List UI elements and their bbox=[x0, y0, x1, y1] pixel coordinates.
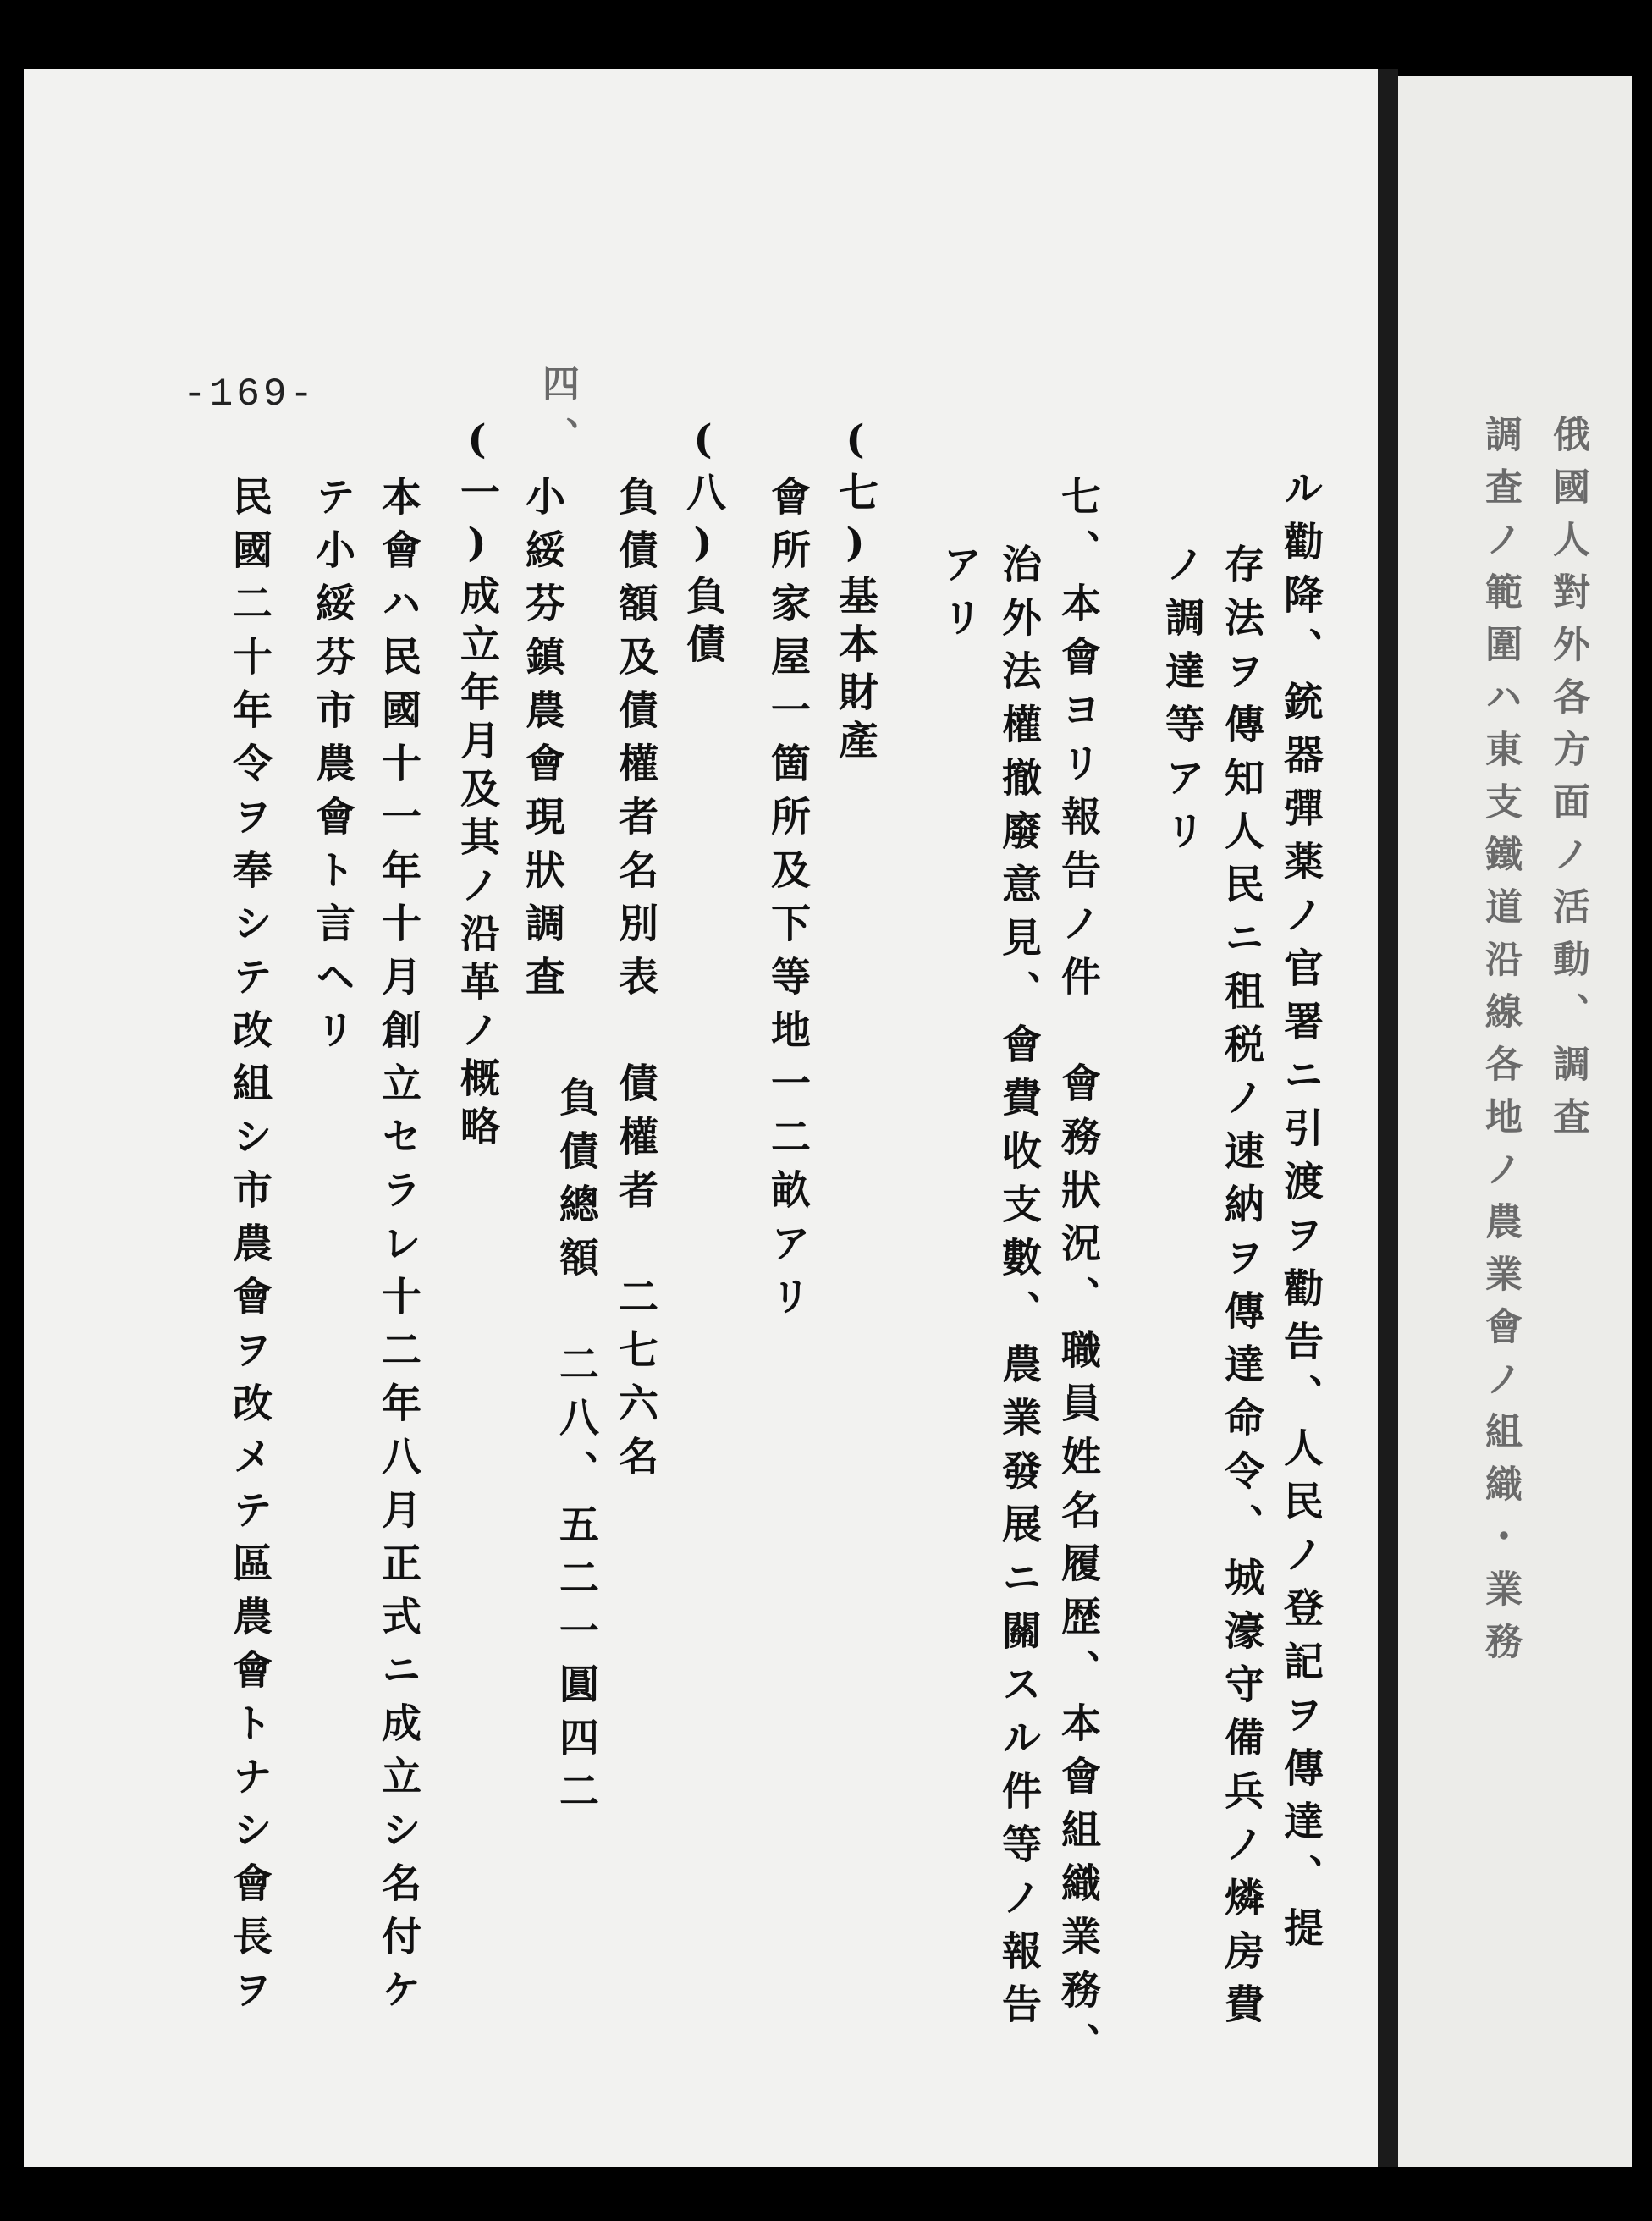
right-page-column-2: 調査ノ範圍ハ東支鐵道沿線各地ノ農業會ノ組織・業務 bbox=[1479, 415, 1522, 1674]
text-column-10: 負債額及債權者名別表 債權者 二七六名 bbox=[612, 476, 658, 1489]
text-column-3: ノ調達等アリ bbox=[1159, 543, 1205, 863]
section-heading-debt: (八)負債 bbox=[680, 416, 726, 671]
section-heading-basic-property: (七)基本財產 bbox=[832, 416, 878, 768]
left-page bbox=[24, 69, 1378, 2167]
section-title-survey: 小綏芬鎮農會現狀調査 bbox=[519, 476, 565, 1009]
right-page bbox=[1398, 76, 1632, 2167]
text-column-5: 治外法權撤廢意見、會費收支數、農業發展ニ關スル件等ノ報告 bbox=[995, 543, 1042, 2036]
page-number: -169- bbox=[183, 372, 317, 416]
section-heading-establishment: (一)成立年月及其ノ沿革ノ概略 bbox=[454, 416, 500, 1154]
text-column-6: アリ bbox=[936, 543, 983, 650]
heading-mark: 四、 bbox=[536, 364, 579, 469]
text-column-8: 會所家屋一箇所及下等地一二畝アリ bbox=[764, 476, 811, 1329]
text-column-4: 七、本會ヨリ報告ノ件 會務狀況、職員姓名履歴、本會組織業務、 bbox=[1055, 476, 1101, 2075]
text-column-14: 本會ハ民國十一年十月創立セラレ十二年八月正式ニ成立シ名付ケ bbox=[375, 476, 421, 2022]
text-column-16: 民國二十年令ヲ奉シテ改組シ市農會ヲ改メテ區農會トナシ會長ヲ bbox=[226, 476, 273, 2022]
text-column-1: ル勸降、銃器彈薬ノ官署ニ引渡ヲ勸告、人民ノ登記ヲ傳達、提 bbox=[1277, 467, 1324, 1960]
text-column-11: 負債總額 二八、五二一圓四二 bbox=[553, 1077, 599, 1823]
page-gutter bbox=[1378, 69, 1398, 2167]
text-column-2: 存法ヲ傳知人民ニ租税ノ速納ヲ傳達命令、城濠守備兵ノ燐房費 bbox=[1218, 543, 1264, 2036]
text-column-15: テ小綏芬市農會ト言ヘリ bbox=[309, 476, 355, 1062]
right-page-column-1: 俄國人對外各方面ノ活動、調査 bbox=[1546, 415, 1589, 1149]
